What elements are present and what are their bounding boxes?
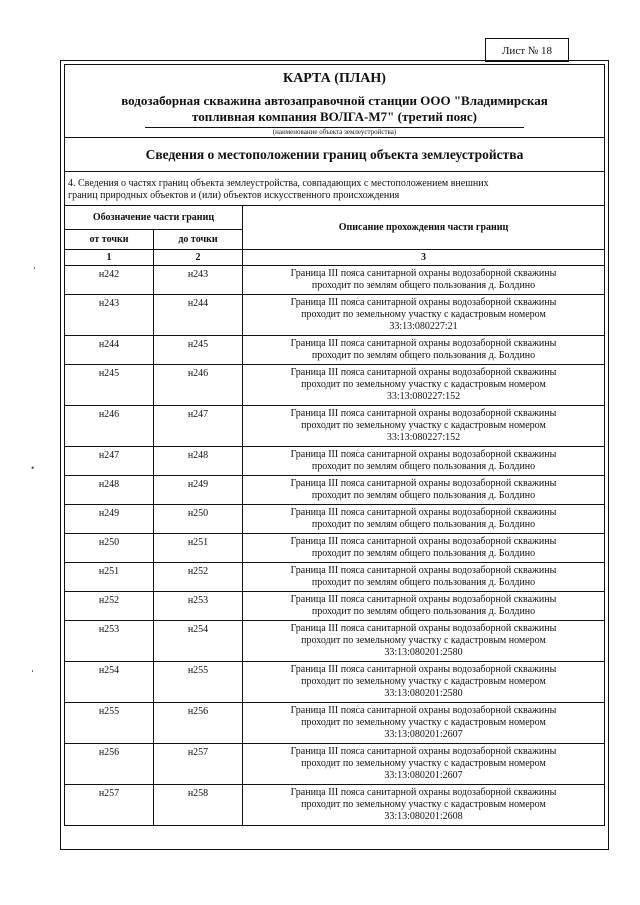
description-line: Граница III пояса санитарной охраны водозаборной скважины <box>290 367 557 378</box>
to-point-cell: н246 <box>154 365 243 406</box>
table-row <box>65 365 605 406</box>
description-line: 33:13:080201:2608 <box>384 811 463 822</box>
description-line: проходит по землям общего пользования д. Болдино <box>311 350 536 361</box>
description-cell <box>243 447 605 476</box>
description-line: Граница III пояса санитарной охраны водозаборной скважины <box>290 297 557 308</box>
description-line: 33:13:080201:2607 <box>384 729 463 740</box>
from-point-cell: н255 <box>65 703 154 744</box>
description-line: Граница III пояса санитарной охраны водозаборной скважины <box>290 705 557 716</box>
section-title: Сведения о местоположении границ объекта землеустройства <box>64 137 605 171</box>
table-body <box>65 266 605 826</box>
table-row <box>65 476 605 505</box>
description-line: Граница III пояса санитарной охраны водозаборной скважины <box>290 623 557 634</box>
description-cell <box>243 785 605 826</box>
from-point-cell: н248 <box>65 476 154 505</box>
table-row <box>65 406 605 447</box>
description-line: Граница III пояса санитарной охраны водозаборной скважины <box>290 536 557 547</box>
to-point-cell: н253 <box>154 592 243 621</box>
description-line: Граница III пояса санитарной охраны водозаборной скважины <box>290 268 557 279</box>
description-line: 33:13:080201:2580 <box>384 647 463 658</box>
column-group-header: Обозначение части границ <box>65 206 243 230</box>
from-point-cell: н252 <box>65 592 154 621</box>
description-line: Граница III пояса санитарной охраны водозаборной скважины <box>290 787 557 798</box>
description-cell <box>243 744 605 785</box>
document-title: КАРТА (ПЛАН) <box>283 71 386 86</box>
from-point-cell: н250 <box>65 534 154 563</box>
table-row <box>65 785 605 826</box>
to-point-cell: н256 <box>154 703 243 744</box>
from-point-cell: н245 <box>65 365 154 406</box>
table-row <box>65 662 605 703</box>
to-point-cell: н251 <box>154 534 243 563</box>
to-point-cell: н252 <box>154 563 243 592</box>
from-point-cell: н249 <box>65 505 154 534</box>
description-line: Граница III пояса санитарной охраны водозаборной скважины <box>290 408 557 419</box>
scan-mark-icon: ʻ <box>31 668 34 678</box>
description-line: проходит по землям общего пользования д. Болдино <box>311 577 536 588</box>
to-point-cell: н257 <box>154 744 243 785</box>
table-row <box>65 592 605 621</box>
from-point-cell: н253 <box>65 621 154 662</box>
description-line: Граница III пояса санитарной охраны водозаборной скважины <box>290 594 557 605</box>
description-line: проходит по землям общего пользования д. Болдино <box>311 519 536 530</box>
description-line: Граница III пояса санитарной охраны водозаборной скважины <box>290 478 557 489</box>
object-name-line-2: топливная компания ВОЛГА-М7" (третий пояс) <box>192 109 477 124</box>
from-point-cell: н256 <box>65 744 154 785</box>
description-line: 33:13:080201:2580 <box>384 688 463 699</box>
column-description-header: Описание прохождения части границ <box>243 206 605 250</box>
to-point-cell: н249 <box>154 476 243 505</box>
description-cell <box>243 505 605 534</box>
description-line: 33:13:080201:2607 <box>384 770 463 781</box>
table-row <box>65 336 605 365</box>
table-row <box>65 266 605 295</box>
description-cell <box>243 266 605 295</box>
sheet-number-label: Лист № 18 <box>485 38 569 62</box>
column-number-2: 2 <box>154 250 243 266</box>
from-point-cell: н247 <box>65 447 154 476</box>
description-line: проходит по земельному участку с кадастровым номером <box>301 635 546 646</box>
description-line: Граница III пояса санитарной охраны водозаборной скважины <box>290 449 557 460</box>
column-number-3: 3 <box>243 250 605 266</box>
description-line: Граница III пояса санитарной охраны водозаборной скважины <box>290 746 557 757</box>
description-cell <box>243 406 605 447</box>
to-point-cell: н255 <box>154 662 243 703</box>
from-point-cell: н244 <box>65 336 154 365</box>
from-point-cell: н243 <box>65 295 154 336</box>
to-point-cell: н245 <box>154 336 243 365</box>
table-row <box>65 563 605 592</box>
description-line: проходит по земельному участку с кадастровым номером <box>301 799 546 810</box>
description-line: проходит по земельному участку с кадастровым номером <box>301 717 546 728</box>
description-line: Граница III пояса санитарной охраны водозаборной скважины <box>290 565 557 576</box>
from-point-cell: н257 <box>65 785 154 826</box>
table-row <box>65 703 605 744</box>
scan-mark-icon: • <box>31 463 35 473</box>
document-header <box>64 64 605 137</box>
description-line: проходит по земельному участку с кадастровым номером <box>301 420 546 431</box>
from-point-cell: н251 <box>65 563 154 592</box>
to-point-cell: н254 <box>154 621 243 662</box>
description-cell <box>243 295 605 336</box>
table-row <box>65 295 605 336</box>
description-line: проходит по земельному участку с кадастровым номером <box>301 758 546 769</box>
description-line: проходит по землям общего пользования д. Болдино <box>311 280 536 291</box>
description-line: проходит по земельному участку с кадастровым номером <box>301 379 546 390</box>
document-body <box>64 64 605 826</box>
description-cell <box>243 476 605 505</box>
description-cell <box>243 336 605 365</box>
section-note-line-2: границ природных объектов и (или) объектов искусственного происхождения <box>68 190 400 201</box>
from-point-cell: н246 <box>65 406 154 447</box>
description-line: 33:13:080227:152 <box>386 432 461 443</box>
table-row <box>65 447 605 476</box>
object-name-caption: (наименование объекта землеустройства) <box>145 127 524 137</box>
description-line: 33:13:080227:21 <box>389 321 458 332</box>
to-point-cell: н258 <box>154 785 243 826</box>
section-note <box>64 171 605 205</box>
boundary-table <box>64 205 605 826</box>
description-line: 33:13:080227:152 <box>386 391 461 402</box>
description-cell <box>243 592 605 621</box>
to-point-cell: н243 <box>154 266 243 295</box>
column-number-1: 1 <box>65 250 154 266</box>
description-cell <box>243 621 605 662</box>
column-from-header: от точки <box>65 230 154 250</box>
description-line: Граница III пояса санитарной охраны водозаборной скважины <box>290 664 557 675</box>
from-point-cell: н242 <box>65 266 154 295</box>
object-name-line-1: водозаборная скважина автозаправочной станции ООО "Владимирская <box>121 93 548 108</box>
description-line: проходит по земельному участку с кадастровым номером <box>301 676 546 687</box>
table-row <box>65 505 605 534</box>
description-line: проходит по землям общего пользования д. Болдино <box>311 606 536 617</box>
description-line: Граница III пояса санитарной охраны водозаборной скважины <box>290 338 557 349</box>
table-row <box>65 621 605 662</box>
description-line: проходит по землям общего пользования д. Болдино <box>311 490 536 501</box>
table-row <box>65 534 605 563</box>
description-cell <box>243 662 605 703</box>
to-point-cell: н244 <box>154 295 243 336</box>
description-cell <box>243 365 605 406</box>
scan-mark-icon: ʻ <box>33 265 36 275</box>
description-line: проходит по землям общего пользования д. Болдино <box>311 548 536 559</box>
from-point-cell: н254 <box>65 662 154 703</box>
description-cell <box>243 563 605 592</box>
table-row <box>65 744 605 785</box>
to-point-cell: н247 <box>154 406 243 447</box>
column-to-header: до точки <box>154 230 243 250</box>
to-point-cell: н248 <box>154 447 243 476</box>
description-line: проходит по земельному участку с кадастровым номером <box>301 309 546 320</box>
description-cell <box>243 703 605 744</box>
section-note-line-1: 4. Сведения о частях границ объекта землеустройства, совпадающих с местоположением внешних <box>68 178 489 189</box>
description-line: проходит по землям общего пользования д. Болдино <box>311 461 536 472</box>
description-cell <box>243 534 605 563</box>
to-point-cell: н250 <box>154 505 243 534</box>
description-line: Граница III пояса санитарной охраны водозаборной скважины <box>290 507 557 518</box>
